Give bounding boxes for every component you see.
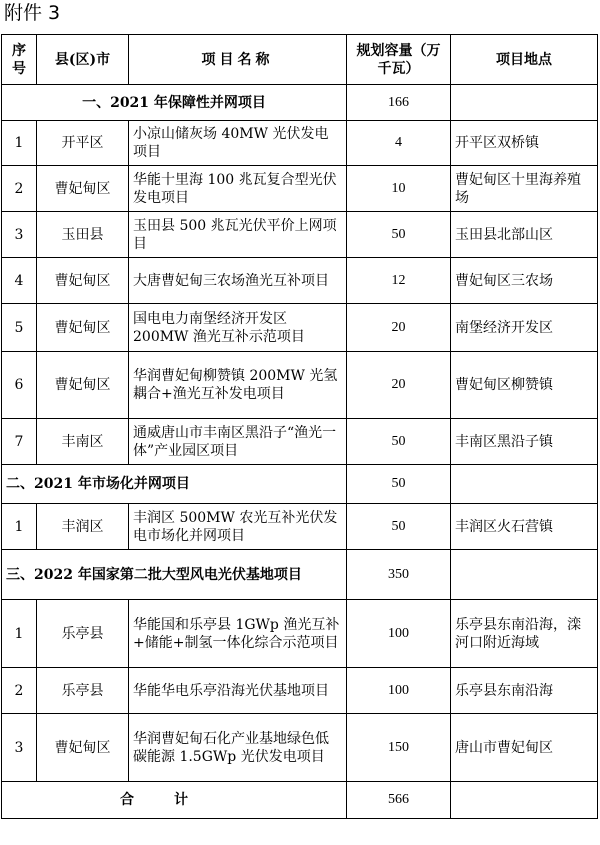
table-row xyxy=(2,668,598,714)
cell-location: 曹妃甸区柳赞镇 xyxy=(451,352,598,419)
table-row xyxy=(2,504,598,550)
cell-capacity: 20 xyxy=(347,352,451,419)
table-row xyxy=(2,600,598,668)
cell-seq: 1 xyxy=(2,600,37,668)
cell-location: 南堡经济开发区 xyxy=(451,304,598,352)
table-row xyxy=(2,419,598,465)
section-capacity: 166 xyxy=(347,85,451,121)
total-label: 合计 xyxy=(2,782,347,819)
cell-county: 丰润区 xyxy=(37,504,129,550)
table-row xyxy=(2,212,598,258)
project-table xyxy=(1,34,598,819)
cell-location: 曹妃甸区三农场 xyxy=(451,258,598,304)
cell-seq: 1 xyxy=(2,121,37,166)
attachment-title: 附件 3 xyxy=(4,2,61,24)
cell-project-name: 华能国和乐亭县 1GWp 渔光互补+储能+制氢一体化综合示范项目 xyxy=(129,600,347,668)
cell-project-name: 华润曹妃甸柳赞镇 200MW 光氢耦合+渔光互补发电项目 xyxy=(129,352,347,419)
cell-project-name: 华能十里海 100 兆瓦复合型光伏发电项目 xyxy=(129,166,347,212)
table-row xyxy=(2,166,598,212)
cell-seq: 4 xyxy=(2,258,37,304)
header-seq: 序号 xyxy=(2,35,37,85)
cell-project-name: 大唐曹妃甸三农场渔光互补项目 xyxy=(129,258,347,304)
cell-county: 乐亭县 xyxy=(37,600,129,668)
cell-location: 玉田县北部山区 xyxy=(451,212,598,258)
cell-capacity: 12 xyxy=(347,258,451,304)
cell-project-name: 玉田县 500 兆瓦光伏平价上网项目 xyxy=(129,212,347,258)
total-capacity: 566 xyxy=(347,782,451,819)
cell-seq: 6 xyxy=(2,352,37,419)
header-county: 县(区)市 xyxy=(37,35,129,85)
cell-seq: 1 xyxy=(2,504,37,550)
cell-project-name: 小凉山储灰场 40MW 光伏发电项目 xyxy=(129,121,347,166)
cell-county: 曹妃甸区 xyxy=(37,304,129,352)
cell-seq: 2 xyxy=(2,166,37,212)
cell-county: 曹妃甸区 xyxy=(37,714,129,782)
cell-capacity: 10 xyxy=(347,166,451,212)
header-capacity: 规划容量（万千瓦） xyxy=(347,35,451,85)
cell-capacity: 50 xyxy=(347,419,451,465)
cell-capacity: 20 xyxy=(347,304,451,352)
table-row xyxy=(2,304,598,352)
cell-seq: 7 xyxy=(2,419,37,465)
cell-county: 曹妃甸区 xyxy=(37,258,129,304)
cell-seq: 2 xyxy=(2,668,37,714)
section-row xyxy=(2,85,598,121)
cell-seq: 5 xyxy=(2,304,37,352)
cell-location: 乐亭县东南沿海，滦河口附近海域 xyxy=(451,600,598,668)
cell-county: 乐亭县 xyxy=(37,668,129,714)
cell-county: 曹妃甸区 xyxy=(37,166,129,212)
cell-location: 丰南区黑沿子镇 xyxy=(451,419,598,465)
cell-capacity: 4 xyxy=(347,121,451,166)
section-title: 二、2021 年市场化并网项目 xyxy=(2,465,347,504)
table-row xyxy=(2,121,598,166)
cell-county: 丰南区 xyxy=(37,419,129,465)
cell-capacity: 100 xyxy=(347,600,451,668)
section-capacity: 350 xyxy=(347,550,451,600)
cell-project-name: 通威唐山市丰南区黑沿子“渔光一体”产业园区项目 xyxy=(129,419,347,465)
cell-location: 丰润区火石营镇 xyxy=(451,504,598,550)
table-row xyxy=(2,352,598,419)
cell-project-name: 丰润区 500MW 农光互补光伏发电市场化并网项目 xyxy=(129,504,347,550)
cell-location: 曹妃甸区十里海养殖场 xyxy=(451,166,598,212)
header-name: 项目名称 xyxy=(129,35,347,85)
cell-location: 开平区双桥镇 xyxy=(451,121,598,166)
cell-capacity: 150 xyxy=(347,714,451,782)
section-capacity: 50 xyxy=(347,465,451,504)
total-row xyxy=(2,782,598,819)
cell-location: 乐亭县东南沿海 xyxy=(451,668,598,714)
table-row xyxy=(2,714,598,782)
cell-county: 曹妃甸区 xyxy=(37,352,129,419)
section-title: 一、2021 年保障性并网项目 xyxy=(2,85,347,121)
cell-capacity: 50 xyxy=(347,212,451,258)
cell-seq: 3 xyxy=(2,212,37,258)
cell-capacity: 50 xyxy=(347,504,451,550)
cell-location: 唐山市曹妃甸区 xyxy=(451,714,598,782)
cell-county: 开平区 xyxy=(37,121,129,166)
cell-county: 玉田县 xyxy=(37,212,129,258)
cell-seq: 3 xyxy=(2,714,37,782)
table-row xyxy=(2,258,598,304)
section-row xyxy=(2,465,598,504)
cell-capacity: 100 xyxy=(347,668,451,714)
section-row xyxy=(2,550,598,600)
cell-project-name: 华润曹妃甸石化产业基地绿色低碳能源 1.5GWp 光伏发电项目 xyxy=(129,714,347,782)
cell-project-name: 华能华电乐亭沿海光伏基地项目 xyxy=(129,668,347,714)
table-header-row xyxy=(2,35,598,85)
section-title: 三、2022 年国家第二批大型风电光伏基地项目 xyxy=(2,550,347,600)
header-location: 项目地点 xyxy=(451,35,598,85)
cell-project-name: 国电电力南堡经济开发区 200MW 渔光互补示范项目 xyxy=(129,304,347,352)
